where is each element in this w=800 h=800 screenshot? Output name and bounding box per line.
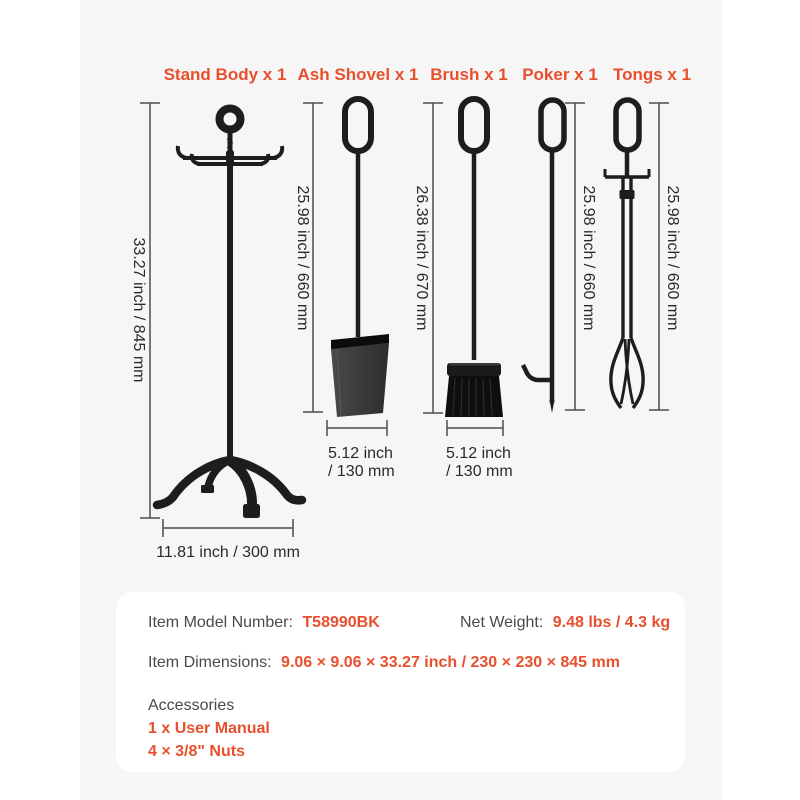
brush-width-value-line1: 5.12 inch bbox=[446, 445, 511, 462]
stand-base-width-dimension bbox=[156, 519, 300, 561]
brush-drawing bbox=[445, 99, 503, 417]
brush-height-dimension bbox=[413, 103, 443, 413]
model-number-value: T58990BK bbox=[302, 614, 380, 631]
poker-label: Poker x 1 bbox=[522, 65, 598, 84]
stand-height-value: 33.27 inch / 845 mm bbox=[130, 237, 147, 383]
stand-body-drawing bbox=[157, 109, 302, 519]
poker-drawing bbox=[523, 100, 564, 413]
accessory-user-manual: 1 x User Manual bbox=[148, 720, 270, 737]
ash-shovel-drawing bbox=[331, 99, 389, 417]
accessory-nuts: 4 × 3/8" Nuts bbox=[148, 743, 245, 760]
model-number-row bbox=[148, 613, 380, 632]
brush-height-value: 26.38 inch / 670 mm bbox=[413, 185, 430, 331]
tongs-drawing bbox=[605, 100, 649, 408]
product-info-card bbox=[116, 592, 685, 772]
item-dimensions-value: 9.06 × 9.06 × 33.27 inch / 230 × 230 × 845 mm bbox=[281, 654, 620, 671]
accessory-manual-row bbox=[148, 719, 270, 738]
ash-shovel-label: Ash Shovel x 1 bbox=[297, 65, 419, 84]
stand-body-label: Stand Body x 1 bbox=[163, 65, 287, 84]
shovel-width-value-line1: 5.12 inch bbox=[328, 445, 393, 462]
tongs-height-dimension bbox=[649, 103, 681, 410]
accessory-nuts-row bbox=[148, 742, 245, 761]
accessories-label: Accessories bbox=[148, 697, 235, 714]
brush-label: Brush x 1 bbox=[430, 65, 508, 84]
item-dimensions-row bbox=[148, 653, 620, 672]
model-number-label: Item Model Number: bbox=[148, 614, 293, 631]
tongs-label: Tongs x 1 bbox=[612, 65, 692, 84]
net-weight-row bbox=[460, 613, 670, 632]
net-weight-label: Net Weight: bbox=[460, 614, 544, 631]
shovel-height-value: 25.98 inch / 660 mm bbox=[294, 185, 311, 331]
stand-base-width-value: 11.81 inch / 300 mm bbox=[156, 544, 300, 561]
shovel-height-dimension bbox=[294, 103, 323, 412]
stand-height-dimension bbox=[130, 103, 160, 518]
shovel-width-dimension bbox=[327, 420, 395, 480]
poker-height-value: 25.98 inch / 660 mm bbox=[580, 185, 597, 331]
item-dimensions-label: Item Dimensions: bbox=[148, 654, 272, 671]
brush-width-value-line2: / 130 mm bbox=[446, 463, 513, 480]
poker-height-dimension bbox=[565, 103, 597, 410]
tongs-height-value: 25.98 inch / 660 mm bbox=[664, 185, 681, 331]
brush-width-dimension bbox=[446, 420, 513, 480]
accessories-row bbox=[148, 696, 234, 715]
shovel-width-value-line2: / 130 mm bbox=[328, 463, 395, 480]
net-weight-value: 9.48 lbs / 4.3 kg bbox=[552, 614, 671, 631]
